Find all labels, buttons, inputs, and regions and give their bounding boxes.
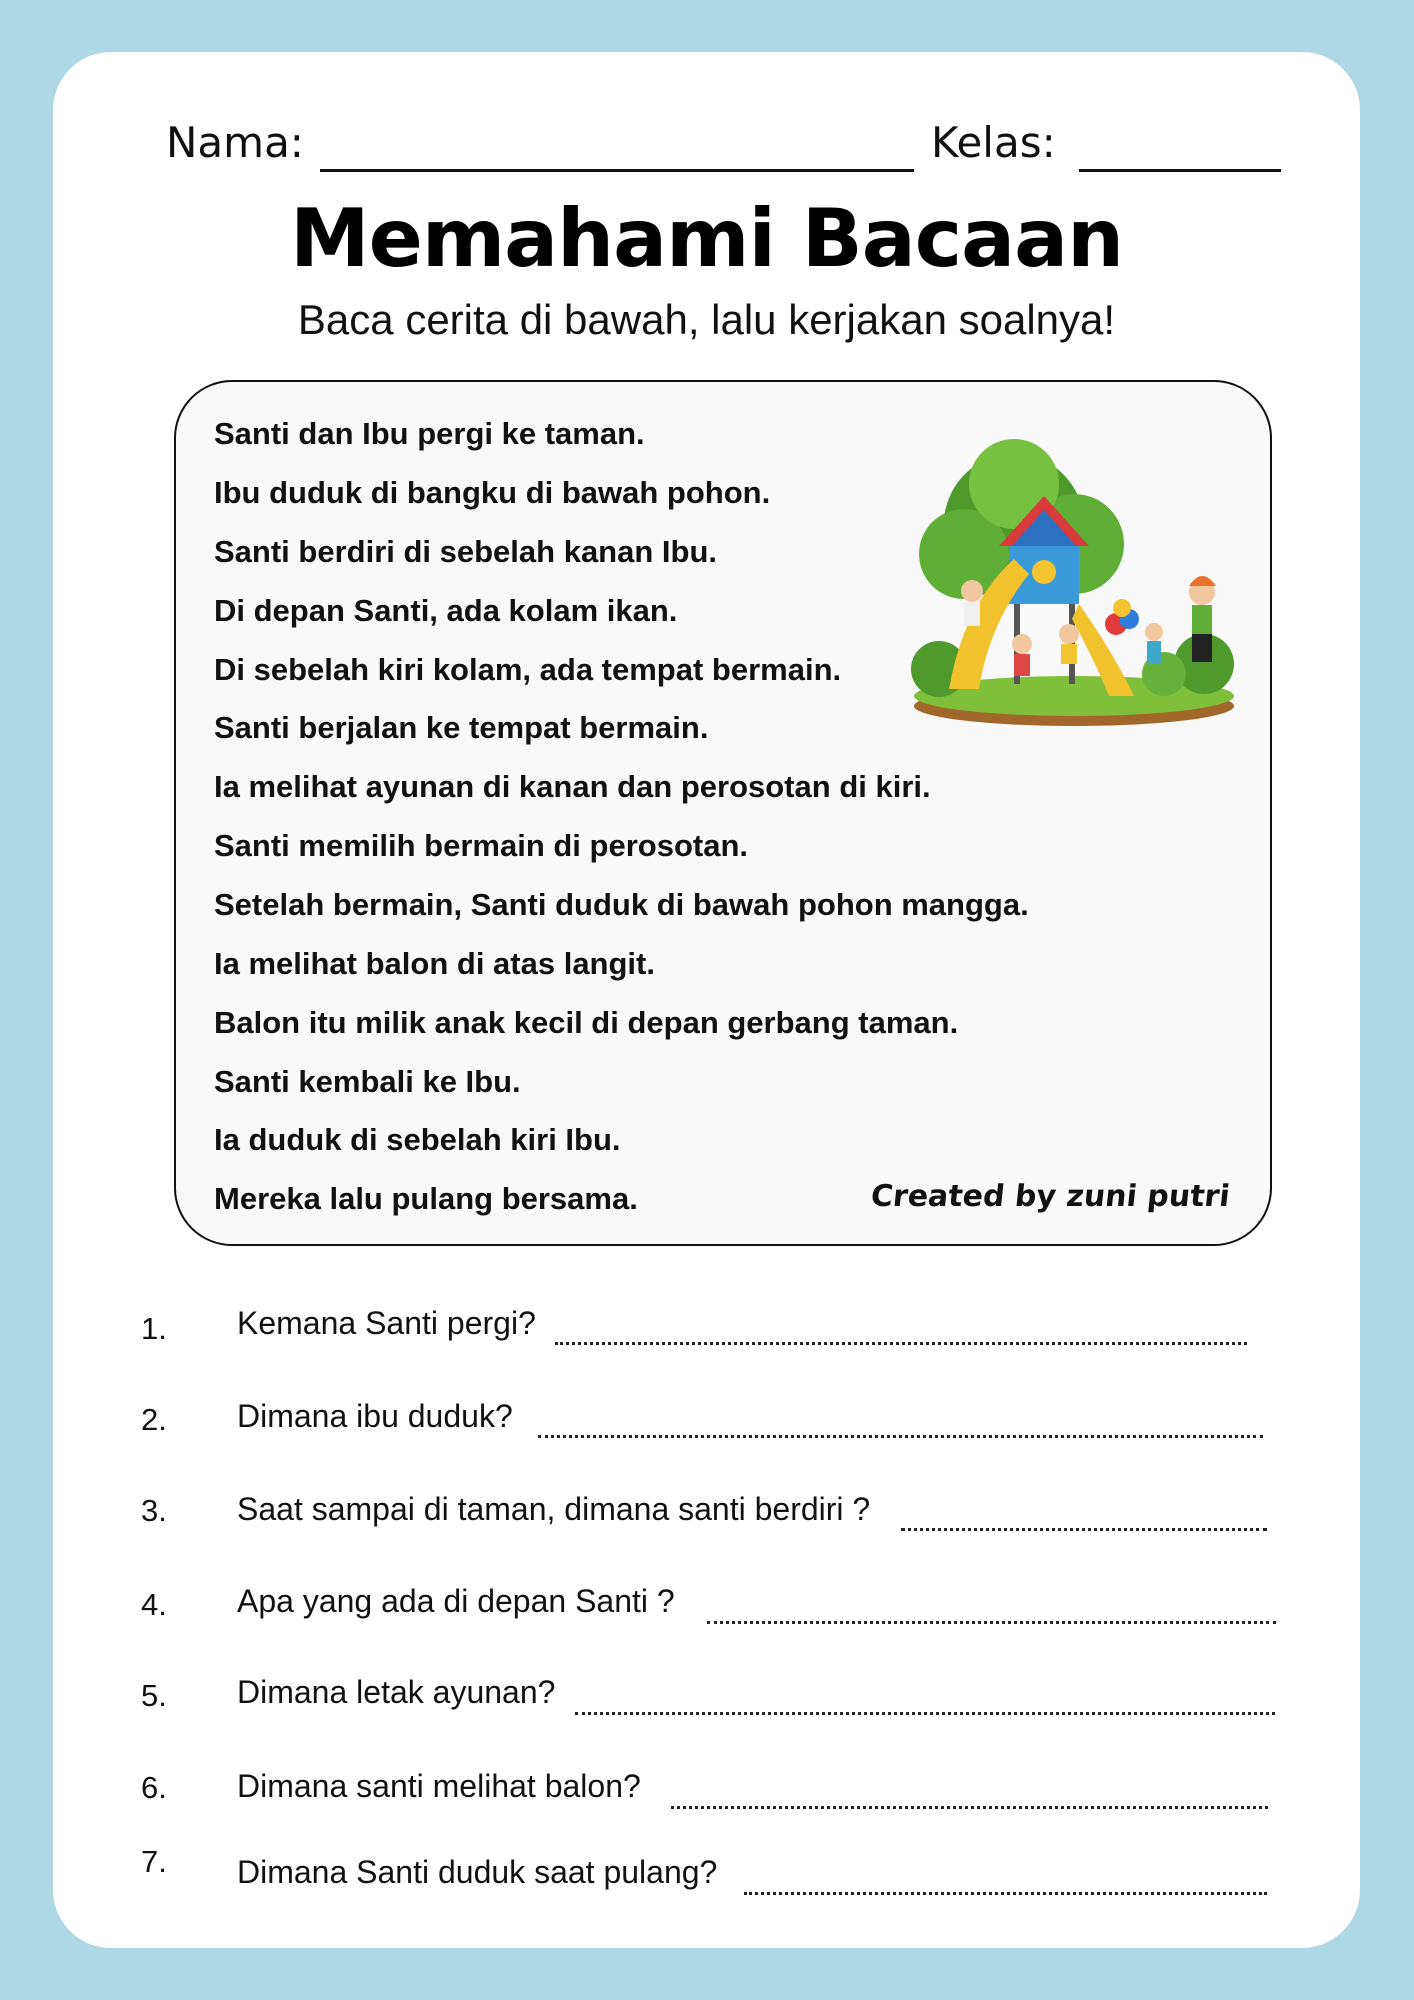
- instructions: Baca cerita di bawah, lalu kerjakan soalnya!: [297, 296, 1116, 343]
- question-text: Apa yang ada di depan Santi ?: [237, 1583, 675, 1619]
- question-item: [53, 1390, 1360, 1450]
- answer-line[interactable]: [671, 1806, 1268, 1809]
- story-line: Santi kembali ke Ibu.: [214, 1064, 521, 1099]
- story-line: Santi berdiri di sebelah kanan Ibu.: [214, 534, 718, 569]
- answer-line[interactable]: [538, 1435, 1263, 1438]
- question-item: [53, 1844, 1360, 1904]
- question-text: Saat sampai di taman, dimana santi berdiri ?: [237, 1491, 871, 1527]
- question-item: [53, 1297, 1360, 1357]
- story-box: [174, 380, 1272, 1246]
- story-line: Di sebelah kiri kolam, ada tempat bermain.: [214, 652, 842, 687]
- story-line: Balon itu milik anak kecil di depan gerbang taman.: [214, 1005, 959, 1040]
- story-line: Ia melihat balon di atas langit.: [214, 946, 655, 981]
- question-text: Dimana Santi duduk saat pulang?: [237, 1854, 718, 1890]
- story-line: Ibu duduk di bangku di bawah pohon.: [214, 475, 771, 510]
- student-info-row: [53, 52, 1360, 182]
- story-line: Mereka lalu pulang bersama.: [214, 1181, 638, 1216]
- playground-illustration: [904, 434, 1244, 734]
- question-number: 5.: [141, 1678, 167, 1713]
- story-line: Santi dan Ibu pergi ke taman.: [214, 416, 645, 451]
- answer-line[interactable]: [901, 1528, 1267, 1531]
- name-label: Nama:: [166, 118, 304, 167]
- question-item: [53, 1664, 1360, 1724]
- worksheet: [53, 52, 1360, 1948]
- question-text: Kemana Santi pergi?: [237, 1305, 536, 1341]
- author-credit: Created by zuni putri: [869, 1179, 1232, 1214]
- question-text: Dimana santi melihat balon?: [237, 1768, 641, 1804]
- question-item: [53, 1758, 1360, 1818]
- story-line: Santi memilih bermain di perosotan.: [214, 828, 748, 863]
- story-line: Ia melihat ayunan di kanan dan perosotan di kiri.: [214, 769, 931, 804]
- question-text: Dimana ibu duduk?: [237, 1398, 513, 1434]
- class-label: Kelas:: [931, 118, 1056, 167]
- question-item: [53, 1481, 1360, 1541]
- question-number: 6.: [141, 1770, 167, 1805]
- question-number: 3.: [141, 1493, 167, 1528]
- class-field-line[interactable]: [1079, 169, 1281, 172]
- question-number: 7.: [141, 1844, 167, 1879]
- answer-line[interactable]: [575, 1712, 1275, 1715]
- question-number: 4.: [141, 1587, 167, 1622]
- story-line: Santi berjalan ke tempat bermain.: [214, 710, 709, 745]
- question-number: 1.: [141, 1311, 167, 1346]
- answer-line[interactable]: [744, 1892, 1267, 1895]
- question-text: Dimana letak ayunan?: [237, 1674, 556, 1710]
- story-line: Setelah bermain, Santi duduk di bawah pohon mangga.: [214, 887, 1029, 922]
- question-number: 2.: [141, 1402, 167, 1437]
- name-field-line[interactable]: [320, 169, 914, 172]
- answer-line[interactable]: [707, 1621, 1276, 1624]
- answer-line[interactable]: [555, 1342, 1247, 1345]
- story-line: Ia duduk di sebelah kiri Ibu.: [214, 1122, 621, 1157]
- story-line: Di depan Santi, ada kolam ikan.: [214, 593, 678, 628]
- page-title: Memahami Bacaan: [289, 192, 1124, 285]
- question-item: [53, 1573, 1360, 1633]
